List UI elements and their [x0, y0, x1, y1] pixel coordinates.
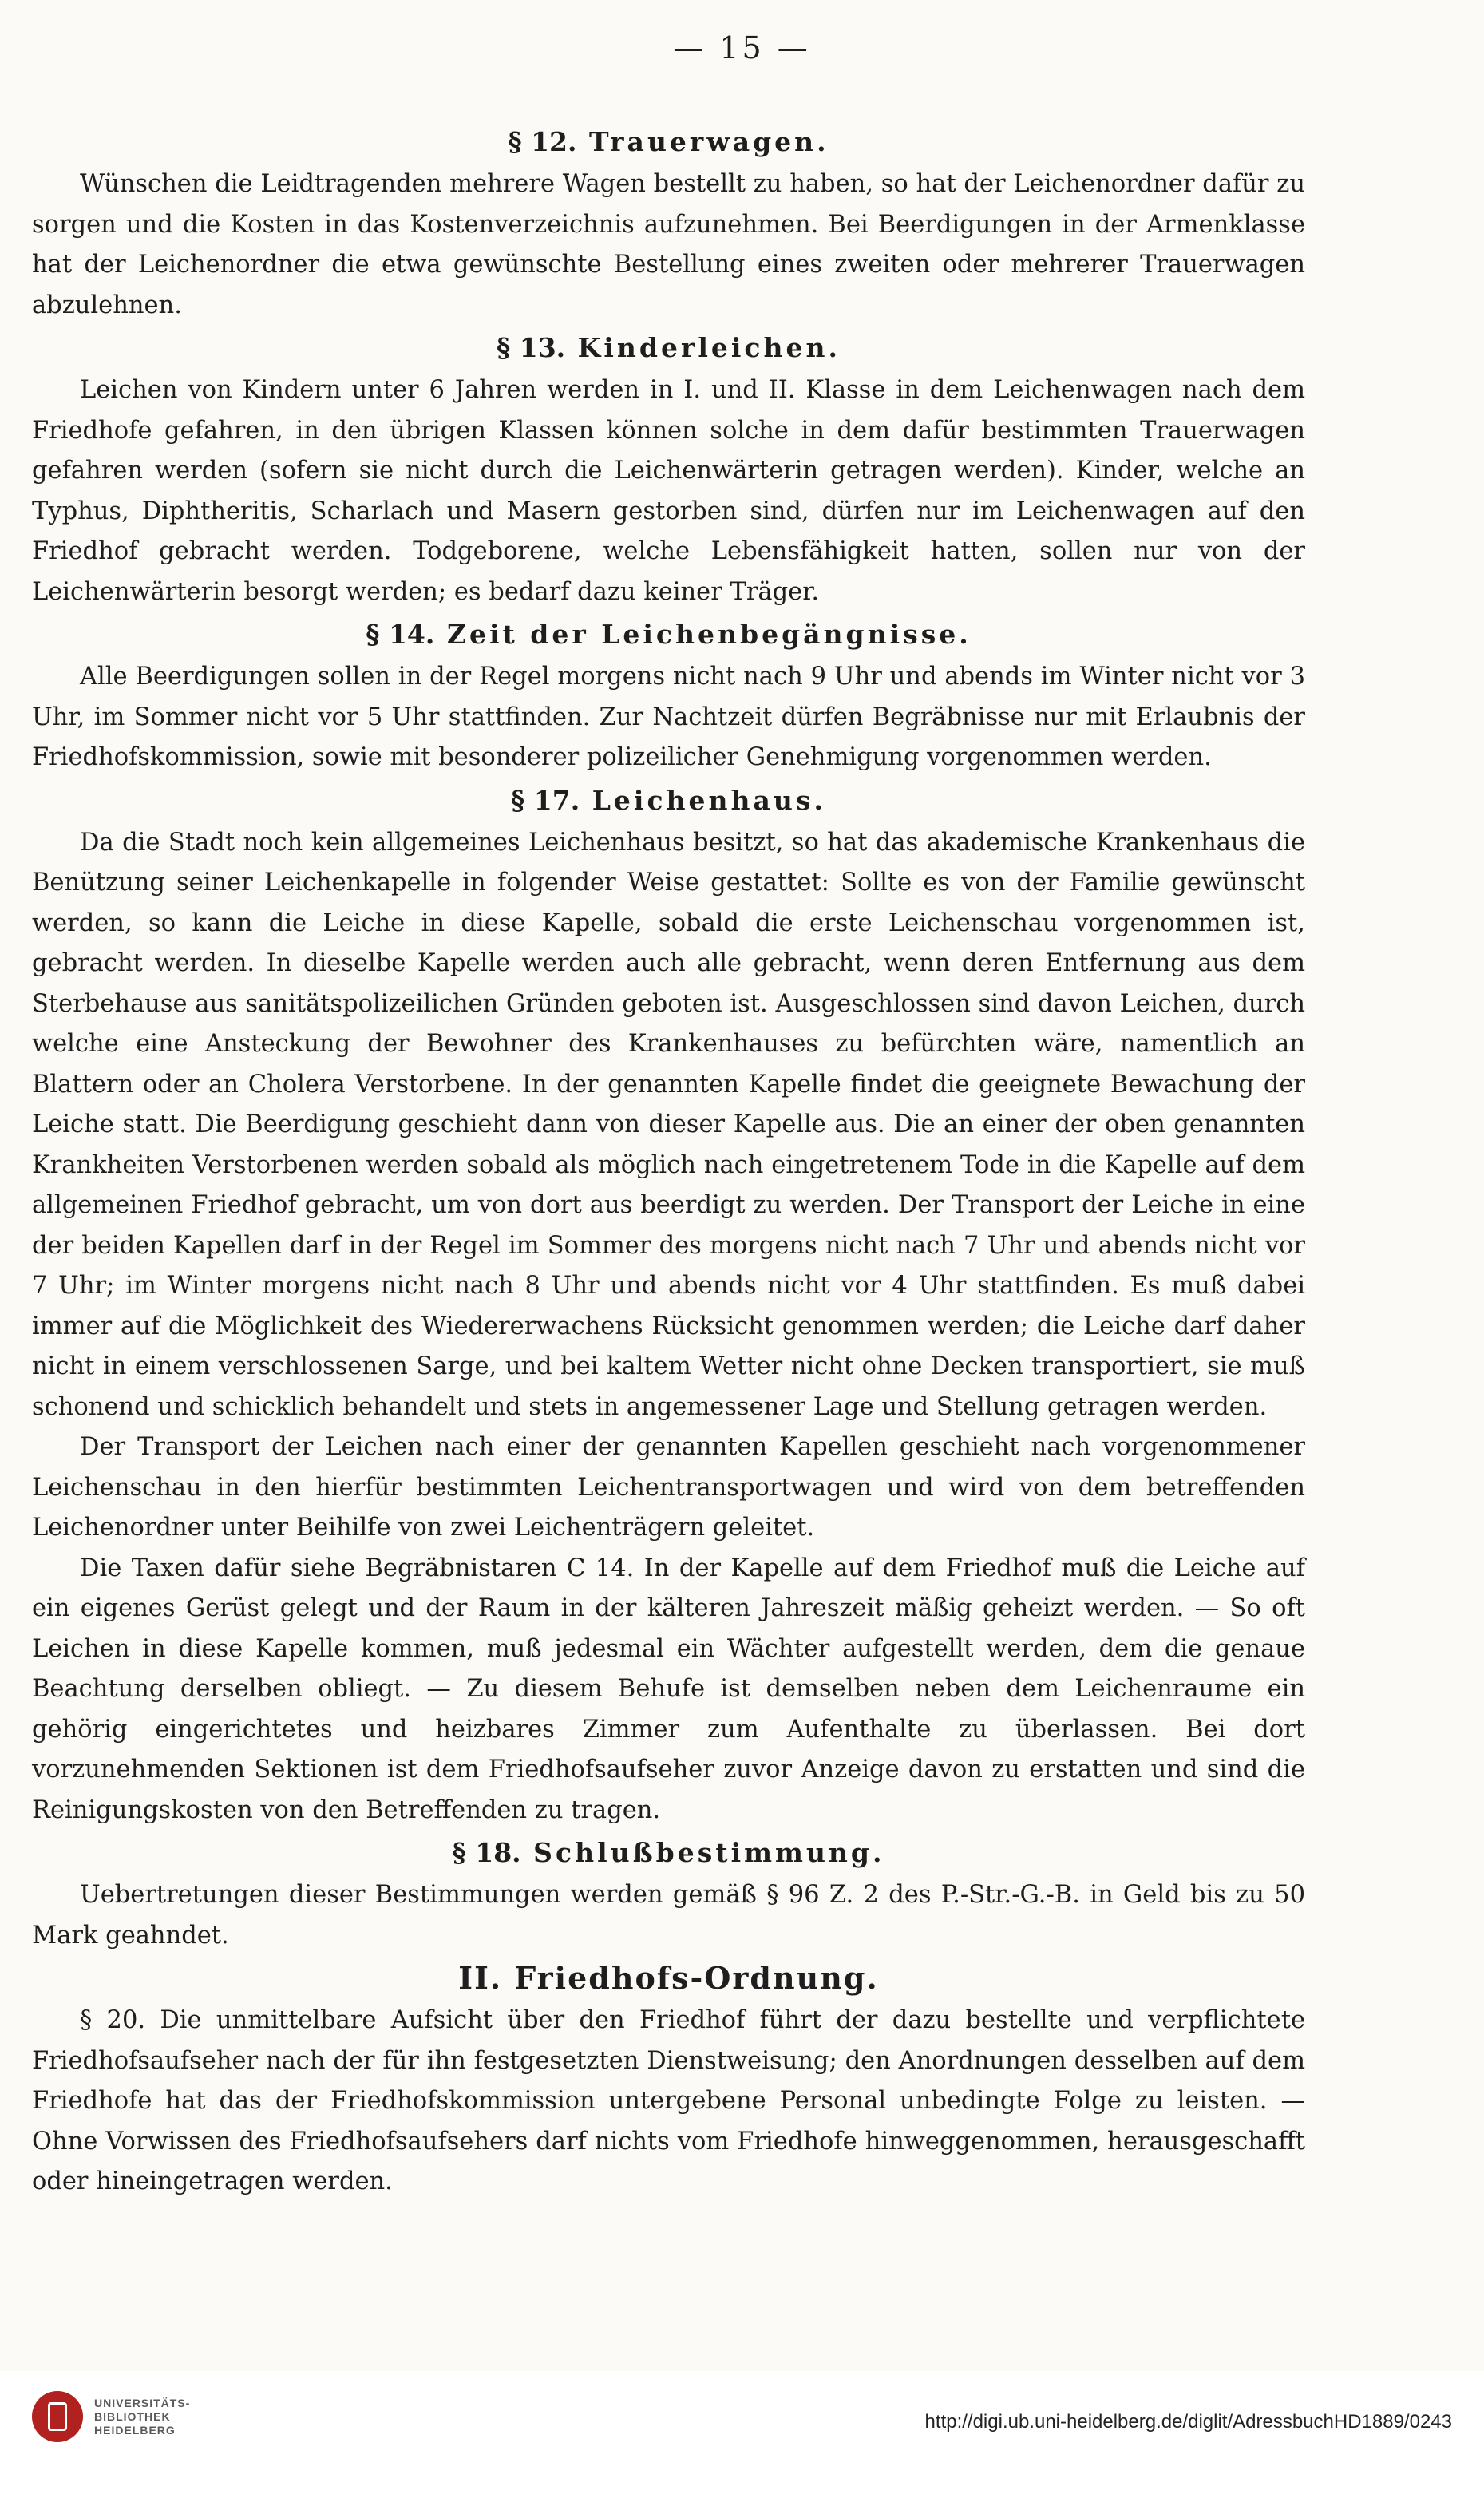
paragraph: Wünschen die Leidtragenden mehrere Wagen bestellt zu haben, so hat der Leichenordner dafür zu sorgen und die Kosten in das Kostenverzeichnis aufzunehmen. Bei Beerdigungen in der Armenklasse hat der Leichenordner die etwa gewünschte Bestellung eines zweiten oder mehrerer Trauerwagen abzulehnen. [32, 170, 1305, 319]
section-number: § 12. [508, 126, 577, 157]
paragraph: Da die Stadt noch kein allgemeines Leichenhaus besitzt, so hat das akademische Krankenhaus die Benützung seiner Leichenkapelle in folgender Weise gestattet: Sollte es von der Familie gewünscht werden, so kann die Leiche in diese Kapelle, sobald die erste Leichenschau vorgenommen ist, gebracht werden. In dieselbe Kapelle werden auch alle gebracht, wenn deren Entfernung aus dem Sterbehause aus sanitätspolizeilichen Gründen geboten ist. Ausgeschlossen sind davon Leichen, durch welche eine Ansteckung der Bewohner des Krankenhauses zu befürchten wäre, namentlich an Blattern oder an Cholera Verstorbene. In der genannten Kapelle findet die geeignete Bewachung der Leiche statt. Die Beerdigung geschieht dann von dieser Kapelle aus. Die an einer der oben genannten Krankheiten Verstorbenen werden sobald als möglich nach eingetretenem Tode in die Kapelle auf dem allgemeinen Friedhof gebracht, um von dort aus beerdigt zu werden. Der Transport der Leiche in eine der beiden Kapellen darf in der Regel im Sommer des morgens nicht nach 7 Uhr und abends nicht vor 7 Uhr; im Winter morgens nicht nach 8 Uhr und abends nicht vor 4 Uhr stattfinden. Es muß dabei immer auf die Möglichkeit des Wiedererwachens Rücksicht genommen werden; die Leiche darf daher nicht in einem verschlossenen Sarge, und bei kaltem Wetter nicht ohne Decken transportiert, sie muß schonend und schicklich behandelt und stets in angemessener Lage und Stellung getragen werden. [32, 828, 1305, 1421]
paragraph: § 20. Die unmittelbare Aufsicht über den Friedhof führt der dazu bestellte und verpflichtete Friedhofsaufseher nach der für ihn festgesetzten Dienstweisung; den Anordnungen desselben auf dem Friedhofe hat das der Friedhofskommission untergebene Personal unbedingte Folge zu leisten. — Ohne Vorwissen des Friedhofsaufsehers darf nichts vom Friedhofe hinweggenommen, herausgeschafft oder hineingetragen werden. [32, 2006, 1305, 2195]
section-heading-13 [32, 326, 1305, 370]
section-title: Kinderleichen. [577, 332, 841, 363]
section-title: Leichenhaus. [592, 784, 826, 816]
paragraph: Der Transport der Leichen nach einer der genannten Kapellen geschieht nach vorgenommener Leichenschau in den hierfür bestimmten Leichentransportwagen und wird von dem betreffenden Leichenordner unter Beihilfe von zwei Leichenträgern geleitet. [32, 1433, 1305, 1542]
seal-icon [32, 2391, 83, 2442]
source-url-link[interactable]: http://digi.ub.uni-heidelberg.de/diglit/AdressbuchHD1889/0243 [924, 2411, 1452, 2433]
logo-line: HEIDELBERG [94, 2423, 176, 2437]
paragraph: Die Taxen dafür siehe Begräbnistaren C 14. In der Kapelle auf dem Friedhof muß die Leiche auf ein eigenes Gerüst gelegt und der Raum in der kälteren Jahreszeit mäßig geheizt werden. — So oft Leichen in diese Kapelle kommen, muß jedesmal ein Wächter aufgestellt werden, dem die genaue Beachtung derselben obliegt. — Zu diesem Behufe ist demselben neben dem Leichenraume ein gehörig eingerichtetes und heizbares Zimmer zum Aufenthalte zu überlassen. Bei dort vorzunehmenden Sektionen ist dem Friedhofsaufseher zuvor Anzeige davon zu erstatten und sind die Reinigungskosten von den Betreffenden zu tragen. [32, 1554, 1305, 1824]
section-heading-14 [32, 612, 1305, 657]
library-logo[interactable] [32, 2391, 190, 2442]
paragraph: Alle Beerdigungen sollen in der Regel morgens nicht nach 9 Uhr und abends im Winter nicht vor 3 Uhr, im Sommer nicht vor 5 Uhr stattfinden. Zur Nachtzeit dürfen Begräbnisse nur mit Erlaubnis der Friedhofskommission, sowie mit besonderer polizeilicher Genehmigung vorgenommen werden. [32, 663, 1305, 771]
section-title: Trauerwagen. [589, 126, 829, 157]
logo-text [94, 2397, 190, 2437]
section-heading-18 [32, 1831, 1305, 1875]
section-number: § 14. [366, 619, 435, 650]
logo-line: BIBLIOTHEK [94, 2409, 171, 2423]
page-body [32, 120, 1305, 2203]
section-heading-12 [32, 120, 1305, 164]
page-number: — 15 — [673, 30, 811, 65]
section-number: § 13. [497, 332, 566, 363]
section-title: Zeit der Leichenbegängnisse. [446, 619, 972, 650]
paragraph: Leichen von Kindern unter 6 Jahren werden in I. und II. Klasse in dem Leichenwagen nach dem Friedhofe gefahren, in den übrigen Klassen können solche in dem dafür bestimmten Trauerwagen gefahren werden (sofern sie nicht durch die Leichenwärterin getragen werden). Kinder, welche an Typhus, Diphtheritis, Scharlach und Masern gestorben sind, dürfen nur im Leichenwagen auf den Friedhof gebracht werden. Todgeborene, welche Lebensfähigkeit hatten, sollen nur von der Leichenwärterin besorgt werden; es bedarf dazu keiner Träger. [32, 376, 1305, 606]
section-number: § 18. [452, 1837, 521, 1868]
section-title: Schlußbestimmung. [533, 1837, 885, 1868]
section-heading-17 [32, 778, 1305, 823]
section-number: § 17. [511, 784, 580, 816]
paragraph: Uebertretungen dieser Bestimmungen werden gemäß § 96 Z. 2 des P.-Str.-G.-B. in Geld bis zu 50 Mark geahndet. [32, 1881, 1305, 1950]
footer [0, 2371, 1484, 2506]
logo-line: UNIVERSITÄTS- [94, 2396, 191, 2409]
part-heading: II. Friedhofs-Ordnung. [458, 1960, 879, 1996]
